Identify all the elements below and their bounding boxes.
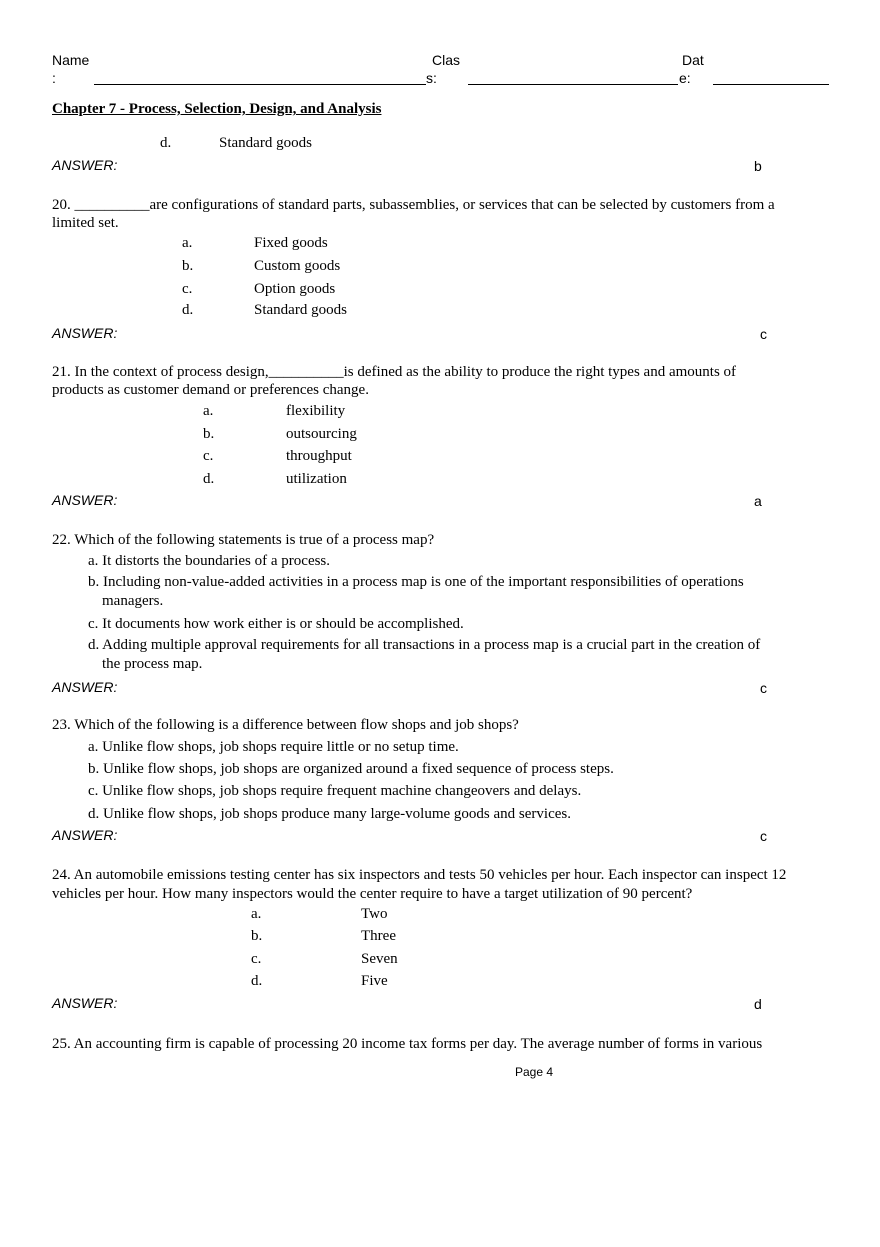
option-text: Standard goods [219,135,312,151]
option-letter: d. [203,471,215,487]
chapter-title: Chapter 7 - Process, Selection, Design, and Analysis [52,101,382,117]
option-text: Three [361,928,396,944]
option-text: b. Including non-value-added activities in a process map is one of the important responsibilities of operations [88,574,744,590]
answer-label: ANSWER: [52,827,118,843]
option-text: Two [361,906,388,922]
option-letter: c. [251,951,262,967]
question-text: 21. In the context of process design,__________is defined as the ability to produce the right types and amounts of [52,364,737,380]
answer-value: c [760,326,767,342]
question-text-cont: products as customer demand or preferences change. [52,382,369,398]
option-text-cont: managers. [102,593,164,609]
date-label-suffix: e: [679,70,691,86]
option-text: Five [361,973,388,989]
option-text: a. It distorts the boundaries of a process. [88,553,331,569]
option-text: c. Unlike flow shops, job shops require frequent machine changeovers and delays. [88,783,582,799]
date-label: Dat [682,52,704,68]
answer-label: ANSWER: [52,995,118,1011]
name-label: Name [52,52,90,68]
question-text-cont: limited set. [52,215,119,231]
option-text: throughput [286,448,352,464]
answer-label: ANSWER: [52,157,118,173]
option-text: flexibility [286,403,346,419]
option-text: utilization [286,471,347,487]
answer-value: c [760,680,767,696]
option-text-cont: the process map. [102,656,203,672]
option-text: d. Unlike flow shops, job shops produce many large-volume goods and services. [88,806,571,822]
name-field-line[interactable] [94,84,426,85]
option-letter: b. [203,426,215,442]
class-label-suffix: s: [426,70,437,86]
option-letter: d. [160,135,172,151]
date-field-line[interactable] [713,84,829,85]
option-text: Custom goods [254,258,341,274]
option-letter: a. [182,235,193,251]
option-letter: b. [251,928,263,944]
option-text: Option goods [254,281,336,297]
option-letter: d. [251,973,263,989]
question-text: 25. An accounting firm is capable of processing 20 income tax forms per day. The average number of forms in various [52,1036,763,1052]
option-text: c. It documents how work either is or should be accomplished. [88,616,464,632]
answer-value: c [760,828,767,844]
option-letter: d. [182,302,194,318]
option-letter: b. [182,258,194,274]
option-text: d. Adding multiple approval requirements for all transactions in a process map is a crucial part in the creation of [88,637,761,653]
option-letter: a. [251,906,262,922]
option-text: b. Unlike flow shops, job shops are organized around a fixed sequence of process steps. [88,761,614,777]
class-label: Clas [432,52,461,68]
answer-label: ANSWER: [52,492,118,508]
option-letter: a. [203,403,214,419]
answer-value: b [754,158,762,174]
option-letter: c. [182,281,193,297]
question-text: 22. Which of the following statements is true of a process map? [52,532,435,548]
question-text: 20. __________are configurations of standard parts, subassemblies, or services that can be selected by customers from a [52,197,775,213]
class-field-line[interactable] [468,84,678,85]
page-number: Page 4 [515,1065,554,1079]
option-text: Fixed goods [254,235,328,251]
question-text: 23. Which of the following is a difference between flow shops and job shops? [52,717,519,733]
option-text: outsourcing [286,426,357,442]
option-text: a. Unlike flow shops, job shops require little or no setup time. [88,739,459,755]
answer-value: a [754,493,762,509]
option-text: Standard goods [254,302,347,318]
option-text: Seven [361,951,398,967]
option-letter: c. [203,448,214,464]
question-text-cont: vehicles per hour. How many inspectors would the center require to have a target utilization of 90 percent? [52,886,693,902]
question-text: 24. An automobile emissions testing center has six inspectors and tests 50 vehicles per hour. Each inspector can inspect 12 [52,867,787,883]
answer-label: ANSWER: [52,679,118,695]
answer-value: d [754,996,762,1012]
name-colon: : [52,70,56,86]
answer-label: ANSWER: [52,325,118,341]
